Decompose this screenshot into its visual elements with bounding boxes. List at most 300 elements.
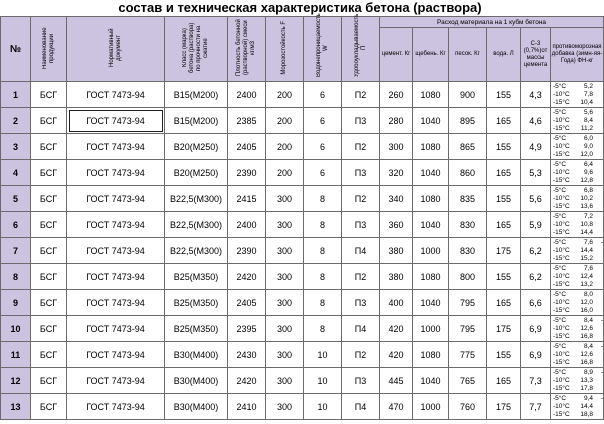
- antifreeze-dash: [593, 177, 603, 185]
- antifreeze-cell[interactable]: [551, 316, 604, 342]
- antifreeze-line: [551, 221, 603, 229]
- header-cement: цемент. Кг: [380, 28, 413, 82]
- antifreeze-dash: [593, 377, 603, 385]
- antifreeze-dash: [593, 325, 603, 333]
- cement-cell[interactable]: 420: [380, 342, 413, 368]
- antifreeze-line: [551, 255, 603, 263]
- class-cell[interactable]: B15(M200): [165, 108, 228, 134]
- antifreeze-temp: -15°С: [553, 306, 570, 314]
- antifreeze-temp: -5°С: [553, 212, 567, 220]
- antifreeze-line: [551, 117, 603, 125]
- workability-cell[interactable]: П4: [342, 394, 380, 420]
- antifreeze-temp: -5°С: [553, 238, 567, 246]
- antifreeze-cell[interactable]: [551, 186, 604, 212]
- water-cell[interactable]: 165: [487, 368, 521, 394]
- header-product: Наименование продукции: [31, 17, 67, 82]
- antifreeze-temp: -15°С: [553, 280, 570, 288]
- antifreeze-line: [551, 229, 603, 237]
- density-cell[interactable]: 2405: [228, 290, 266, 316]
- water-cell[interactable]: 165: [487, 212, 521, 238]
- workability-cell[interactable]: П2: [342, 134, 380, 160]
- row-number-cell[interactable]: 9: [1, 290, 31, 316]
- antifreeze-dash: [593, 351, 603, 359]
- frost-cell[interactable]: 300: [266, 212, 304, 238]
- class-cell[interactable]: B20(M250): [165, 160, 228, 186]
- antifreeze-temp: -10°С: [553, 168, 570, 176]
- table-row: [1, 160, 604, 186]
- density-cell[interactable]: 2390: [228, 160, 266, 186]
- antifreeze-line: [551, 291, 603, 299]
- class-cell[interactable]: B30(M400): [165, 368, 228, 394]
- header-gravel: щебень. Кг: [413, 28, 449, 82]
- antifreeze-value: 18,8: [580, 410, 593, 418]
- class-cell[interactable]: B22,5(M300): [165, 212, 228, 238]
- gravel-cell[interactable]: 1080: [413, 264, 449, 290]
- antifreeze-line: [551, 213, 603, 221]
- table-row: [1, 342, 604, 368]
- class-cell[interactable]: B15(M200): [165, 82, 228, 108]
- antifreeze-line: [551, 135, 603, 143]
- density-cell[interactable]: 2420: [228, 368, 266, 394]
- antifreeze-line: [551, 143, 603, 151]
- workability-cell[interactable]: П2: [342, 82, 380, 108]
- antifreeze-value: 10,4: [580, 98, 593, 106]
- gravel-cell[interactable]: 1040: [413, 368, 449, 394]
- gravel-cell[interactable]: 1000: [413, 316, 449, 342]
- cement-cell[interactable]: 380: [380, 238, 413, 264]
- additive-cell[interactable]: 5,9: [521, 212, 551, 238]
- antifreeze-dash: [593, 299, 603, 307]
- product-cell[interactable]: БСГ: [31, 342, 67, 368]
- row-number-cell[interactable]: 4: [1, 160, 31, 186]
- water-cell[interactable]: 175: [487, 316, 521, 342]
- antifreeze-line: [551, 247, 603, 255]
- class-cell[interactable]: B25(M350): [165, 264, 228, 290]
- water-resist-cell[interactable]: 8: [304, 290, 342, 316]
- antifreeze-dash: [593, 83, 603, 91]
- additive-cell[interactable]: 6,2: [521, 264, 551, 290]
- antifreeze-dash: [593, 247, 603, 255]
- antifreeze-dash: [593, 161, 603, 169]
- density-cell[interactable]: 2410: [228, 394, 266, 420]
- class-cell[interactable]: B25(M350): [165, 316, 228, 342]
- antifreeze-value: 8,4: [583, 316, 593, 324]
- frost-cell[interactable]: 300: [266, 368, 304, 394]
- frost-cell[interactable]: 200: [266, 160, 304, 186]
- water-resist-cell[interactable]: 8: [304, 316, 342, 342]
- sand-cell[interactable]: 895: [449, 108, 487, 134]
- table-row: [1, 316, 604, 342]
- cement-cell[interactable]: 470: [380, 394, 413, 420]
- table-row: [1, 134, 604, 160]
- antifreeze-value: 16,8: [580, 358, 593, 366]
- antifreeze-temp: -5°С: [553, 368, 567, 376]
- additive-cell[interactable]: 6,2: [521, 238, 551, 264]
- antifreeze-temp: -10°С: [553, 376, 570, 384]
- concrete-spec-table: [0, 13, 604, 420]
- antifreeze-dash: [593, 291, 603, 299]
- class-cell[interactable]: B22,5(M300): [165, 238, 228, 264]
- antifreeze-temp: -15°С: [553, 176, 570, 184]
- antifreeze-temp: -15°С: [553, 228, 570, 236]
- antifreeze-dash: [593, 151, 603, 159]
- antifreeze-line: [551, 83, 603, 91]
- antifreeze-line: [551, 239, 603, 247]
- antifreeze-temp: -10°С: [553, 246, 570, 254]
- density-cell[interactable]: 2405: [228, 134, 266, 160]
- sand-cell[interactable]: 830: [449, 238, 487, 264]
- row-number-cell[interactable]: 2: [1, 108, 31, 134]
- product-cell[interactable]: БСГ: [31, 82, 67, 108]
- antifreeze-temp: -10°С: [553, 220, 570, 228]
- antifreeze-line: [551, 265, 603, 273]
- antifreeze-cell[interactable]: [551, 290, 604, 316]
- cement-cell[interactable]: 380: [380, 264, 413, 290]
- gravel-cell[interactable]: 1000: [413, 394, 449, 420]
- antifreeze-value: 7,8: [583, 90, 593, 98]
- sand-cell[interactable]: 795: [449, 316, 487, 342]
- antifreeze-dash: [593, 125, 603, 133]
- sand-cell[interactable]: 775: [449, 342, 487, 368]
- doc-cell[interactable]: ГОСТ 7473-94: [67, 108, 165, 134]
- antifreeze-cell[interactable]: [551, 368, 604, 394]
- water-resist-cell[interactable]: 6: [304, 134, 342, 160]
- antifreeze-dash: [593, 169, 603, 177]
- antifreeze-value: 8,4: [583, 116, 593, 124]
- row-number-cell[interactable]: 10: [1, 316, 31, 342]
- row-number-cell[interactable]: 12: [1, 368, 31, 394]
- antifreeze-dash: [593, 307, 603, 315]
- sand-cell[interactable]: 795: [449, 290, 487, 316]
- density-cell[interactable]: 2415: [228, 186, 266, 212]
- doc-cell[interactable]: ГОСТ 7473-94: [67, 82, 165, 108]
- header-doc: Нормативный документ: [67, 17, 165, 82]
- antifreeze-line: [551, 377, 603, 385]
- header-num: №: [1, 17, 31, 82]
- antifreeze-cell[interactable]: [551, 264, 604, 290]
- header-water-l: вода. Л: [487, 28, 521, 82]
- antifreeze-dash: [593, 273, 603, 281]
- antifreeze-temp: -15°С: [553, 98, 570, 106]
- antifreeze-dash: [593, 195, 603, 203]
- antifreeze-value: 7,6: [583, 238, 593, 246]
- water-resist-cell[interactable]: 6: [304, 108, 342, 134]
- product-cell[interactable]: БСГ: [31, 394, 67, 420]
- water-resist-cell[interactable]: 10: [304, 342, 342, 368]
- doc-cell[interactable]: ГОСТ 7473-94: [67, 186, 165, 212]
- density-cell[interactable]: 2400: [228, 212, 266, 238]
- antifreeze-cell[interactable]: [551, 238, 604, 264]
- class-cell[interactable]: B25(M350): [165, 290, 228, 316]
- antifreeze-temp: -10°С: [553, 116, 570, 124]
- frost-cell[interactable]: 300: [266, 394, 304, 420]
- antifreeze-value: 16,0: [580, 306, 593, 314]
- frost-cell[interactable]: 300: [266, 186, 304, 212]
- sand-cell[interactable]: 760: [449, 394, 487, 420]
- sand-cell[interactable]: 860: [449, 160, 487, 186]
- product-cell[interactable]: БСГ: [31, 368, 67, 394]
- cement-cell[interactable]: 300: [380, 134, 413, 160]
- additive-cell[interactable]: 4,9: [521, 134, 551, 160]
- page-title: состав и техническая характеристика бетона (раствора): [118, 0, 482, 15]
- antifreeze-temp: -10°С: [553, 142, 570, 150]
- row-number-cell[interactable]: 7: [1, 238, 31, 264]
- water-cell[interactable]: 165: [487, 108, 521, 134]
- product-cell[interactable]: БСГ: [31, 316, 67, 342]
- table-row: [1, 290, 604, 316]
- antifreeze-value: 5,2: [583, 82, 593, 90]
- doc-cell[interactable]: ГОСТ 7473-94: [67, 160, 165, 186]
- gravel-cell[interactable]: 1080: [413, 342, 449, 368]
- gravel-cell[interactable]: 1080: [413, 82, 449, 108]
- cement-cell[interactable]: 360: [380, 212, 413, 238]
- antifreeze-temp: -5°С: [553, 186, 567, 194]
- antifreeze-temp: -5°С: [553, 82, 567, 90]
- antifreeze-cell[interactable]: [551, 108, 604, 134]
- workability-cell[interactable]: П2: [342, 264, 380, 290]
- table-row: [1, 238, 604, 264]
- antifreeze-temp: -15°С: [553, 410, 570, 418]
- cement-cell[interactable]: 400: [380, 290, 413, 316]
- sand-cell[interactable]: 830: [449, 212, 487, 238]
- gravel-cell[interactable]: 1000: [413, 238, 449, 264]
- density-cell[interactable]: 2390: [228, 238, 266, 264]
- product-cell[interactable]: БСГ: [31, 134, 67, 160]
- workability-cell[interactable]: П3: [342, 368, 380, 394]
- doc-cell[interactable]: ГОСТ 7473-94: [67, 134, 165, 160]
- antifreeze-value: 12,0: [580, 150, 593, 158]
- water-cell[interactable]: 165: [487, 290, 521, 316]
- antifreeze-dash: [593, 265, 603, 273]
- antifreeze-dash: [593, 255, 603, 263]
- gravel-cell[interactable]: 1080: [413, 134, 449, 160]
- header-water: Водонепроницаемость W: [304, 17, 342, 82]
- antifreeze-temp: -5°С: [553, 342, 567, 350]
- water-cell[interactable]: 165: [487, 160, 521, 186]
- water-cell[interactable]: 175: [487, 238, 521, 264]
- antifreeze-value: 12,6: [580, 324, 593, 332]
- antifreeze-dash: -: [600, 368, 603, 376]
- density-cell[interactable]: 2420: [228, 264, 266, 290]
- density-cell[interactable]: 2385: [228, 108, 266, 134]
- doc-cell[interactable]: ГОСТ 7473-94: [67, 368, 165, 394]
- workability-cell[interactable]: П3: [342, 212, 380, 238]
- additive-cell[interactable]: 6,9: [521, 342, 551, 368]
- row-number-cell[interactable]: 8: [1, 264, 31, 290]
- frost-cell[interactable]: 200: [266, 108, 304, 134]
- row-number-cell[interactable]: 6: [1, 212, 31, 238]
- sand-cell[interactable]: 765: [449, 368, 487, 394]
- product-cell[interactable]: БСГ: [31, 264, 67, 290]
- antifreeze-value: 11,2: [580, 124, 593, 132]
- density-cell[interactable]: 2430: [228, 342, 266, 368]
- antifreeze-line: [551, 411, 603, 419]
- workability-cell[interactable]: П2: [342, 186, 380, 212]
- antifreeze-value: 10,8: [580, 220, 593, 228]
- table-row: [1, 264, 604, 290]
- water-resist-cell[interactable]: 8: [304, 186, 342, 212]
- workability-cell[interactable]: П3: [342, 290, 380, 316]
- water-resist-cell[interactable]: 10: [304, 394, 342, 420]
- antifreeze-line: [551, 325, 603, 333]
- antifreeze-cell[interactable]: [551, 342, 604, 368]
- class-cell[interactable]: B30(M400): [165, 394, 228, 420]
- water-cell[interactable]: 155: [487, 264, 521, 290]
- table-row: [1, 186, 604, 212]
- antifreeze-value: 13,6: [580, 202, 593, 210]
- gravel-cell[interactable]: 1040: [413, 160, 449, 186]
- antifreeze-temp: -10°С: [553, 350, 570, 358]
- product-cell[interactable]: БСГ: [31, 108, 67, 134]
- water-resist-cell[interactable]: 8: [304, 238, 342, 264]
- header-workability: Удобоукладываемость П: [342, 17, 380, 82]
- gravel-cell[interactable]: 1040: [413, 212, 449, 238]
- water-resist-cell[interactable]: 8: [304, 212, 342, 238]
- workability-cell[interactable]: П3: [342, 108, 380, 134]
- water-cell[interactable]: 175: [487, 394, 521, 420]
- antifreeze-value: 8,4: [583, 342, 593, 350]
- class-cell[interactable]: B30(M400): [165, 342, 228, 368]
- water-cell[interactable]: 155: [487, 134, 521, 160]
- cement-cell[interactable]: 260: [380, 82, 413, 108]
- antifreeze-cell[interactable]: [551, 212, 604, 238]
- additive-cell[interactable]: 4,3: [521, 82, 551, 108]
- frost-cell[interactable]: 300: [266, 238, 304, 264]
- antifreeze-dash: [593, 135, 603, 143]
- sand-cell[interactable]: 800: [449, 264, 487, 290]
- row-number-cell[interactable]: 5: [1, 186, 31, 212]
- antifreeze-line: [551, 169, 603, 177]
- water-cell[interactable]: 155: [487, 186, 521, 212]
- antifreeze-dash: -: [600, 238, 603, 246]
- cement-cell[interactable]: 320: [380, 160, 413, 186]
- additive-cell[interactable]: 7,3: [521, 368, 551, 394]
- antifreeze-line: [551, 177, 603, 185]
- workability-cell[interactable]: П4: [342, 316, 380, 342]
- product-cell[interactable]: БСГ: [31, 290, 67, 316]
- table-row: [1, 394, 604, 420]
- antifreeze-temp: -15°С: [553, 202, 570, 210]
- additive-cell[interactable]: 4,6: [521, 108, 551, 134]
- antifreeze-cell[interactable]: [551, 82, 604, 108]
- frost-cell[interactable]: 300: [266, 342, 304, 368]
- antifreeze-temp: -5°С: [553, 160, 567, 168]
- doc-cell[interactable]: ГОСТ 7473-94: [67, 212, 165, 238]
- workability-cell[interactable]: П3: [342, 160, 380, 186]
- antifreeze-temp: -10°С: [553, 402, 570, 410]
- additive-cell[interactable]: 5,3: [521, 160, 551, 186]
- sand-cell[interactable]: 865: [449, 134, 487, 160]
- header-frost: Морозостойкость F: [266, 17, 304, 82]
- workability-cell[interactable]: П2: [342, 342, 380, 368]
- antifreeze-temp: -15°С: [553, 332, 570, 340]
- antifreeze-cell[interactable]: [551, 134, 604, 160]
- antifreeze-cell[interactable]: [551, 160, 604, 186]
- antifreeze-value: 8,9: [583, 368, 593, 376]
- antifreeze-line: [551, 333, 603, 341]
- product-cell[interactable]: БСГ: [31, 186, 67, 212]
- additive-cell[interactable]: 7,7: [521, 394, 551, 420]
- class-cell[interactable]: B22,5(M300): [165, 186, 228, 212]
- antifreeze-dash: [593, 281, 603, 289]
- product-cell[interactable]: БСГ: [31, 238, 67, 264]
- antifreeze-temp: -5°С: [553, 394, 567, 402]
- antifreeze-line: [551, 369, 603, 377]
- cement-cell[interactable]: 445: [380, 368, 413, 394]
- antifreeze-value: 9,6: [583, 168, 593, 176]
- water-cell[interactable]: 155: [487, 82, 521, 108]
- table-row: [1, 212, 604, 238]
- antifreeze-temp: -10°С: [553, 324, 570, 332]
- antifreeze-dash: [593, 143, 603, 151]
- antifreeze-temp: -10°С: [553, 194, 570, 202]
- cement-cell[interactable]: 280: [380, 108, 413, 134]
- doc-cell[interactable]: ГОСТ 7473-94: [67, 264, 165, 290]
- antifreeze-dash: [593, 213, 603, 221]
- antifreeze-dash: [593, 187, 603, 195]
- cement-cell[interactable]: 420: [380, 316, 413, 342]
- antifreeze-value: 12,0: [580, 298, 593, 306]
- antifreeze-dash: [593, 203, 603, 211]
- water-cell[interactable]: 155: [487, 342, 521, 368]
- row-number-cell[interactable]: 11: [1, 342, 31, 368]
- antifreeze-value: 12,4: [580, 272, 593, 280]
- row-number-cell[interactable]: 3: [1, 134, 31, 160]
- gravel-cell[interactable]: 1040: [413, 290, 449, 316]
- frost-cell[interactable]: 300: [266, 316, 304, 342]
- water-resist-cell[interactable]: 10: [304, 368, 342, 394]
- frost-cell[interactable]: 200: [266, 134, 304, 160]
- water-resist-cell[interactable]: 6: [304, 82, 342, 108]
- water-resist-cell[interactable]: 6: [304, 160, 342, 186]
- antifreeze-value: 7,6: [583, 264, 593, 272]
- doc-cell[interactable]: ГОСТ 7473-94: [67, 316, 165, 342]
- additive-cell[interactable]: 6,6: [521, 290, 551, 316]
- row-number-cell[interactable]: 1: [1, 82, 31, 108]
- doc-cell[interactable]: ГОСТ 7473-94: [67, 290, 165, 316]
- doc-cell[interactable]: ГОСТ 7473-94: [67, 394, 165, 420]
- header-consumption: Расход материала на 1 кубм бетона: [380, 17, 604, 28]
- gravel-cell[interactable]: 1080: [413, 186, 449, 212]
- antifreeze-cell[interactable]: [551, 394, 604, 420]
- sand-cell[interactable]: 835: [449, 186, 487, 212]
- product-cell[interactable]: БСГ: [31, 160, 67, 186]
- product-cell[interactable]: БСГ: [31, 212, 67, 238]
- antifreeze-dash: [593, 385, 603, 393]
- gravel-cell[interactable]: 1040: [413, 108, 449, 134]
- frost-cell[interactable]: 300: [266, 290, 304, 316]
- antifreeze-line: [551, 195, 603, 203]
- density-cell[interactable]: 2395: [228, 316, 266, 342]
- antifreeze-temp: -5°С: [553, 264, 567, 272]
- frost-cell[interactable]: 200: [266, 82, 304, 108]
- water-resist-cell[interactable]: 8: [304, 264, 342, 290]
- doc-cell[interactable]: ГОСТ 7473-94: [67, 342, 165, 368]
- cement-cell[interactable]: 340: [380, 186, 413, 212]
- additive-cell[interactable]: 5,6: [521, 186, 551, 212]
- workability-cell[interactable]: П4: [342, 238, 380, 264]
- frost-cell[interactable]: 300: [266, 264, 304, 290]
- doc-cell[interactable]: ГОСТ 7473-94: [67, 238, 165, 264]
- class-cell[interactable]: B20(M250): [165, 134, 228, 160]
- additive-cell[interactable]: 6,9: [521, 316, 551, 342]
- density-cell[interactable]: 2400: [228, 82, 266, 108]
- antifreeze-dash: [593, 359, 603, 367]
- table-row: [1, 108, 604, 134]
- antifreeze-value: 9,0: [583, 142, 593, 150]
- sand-cell[interactable]: 900: [449, 82, 487, 108]
- row-number-cell[interactable]: 13: [1, 394, 31, 420]
